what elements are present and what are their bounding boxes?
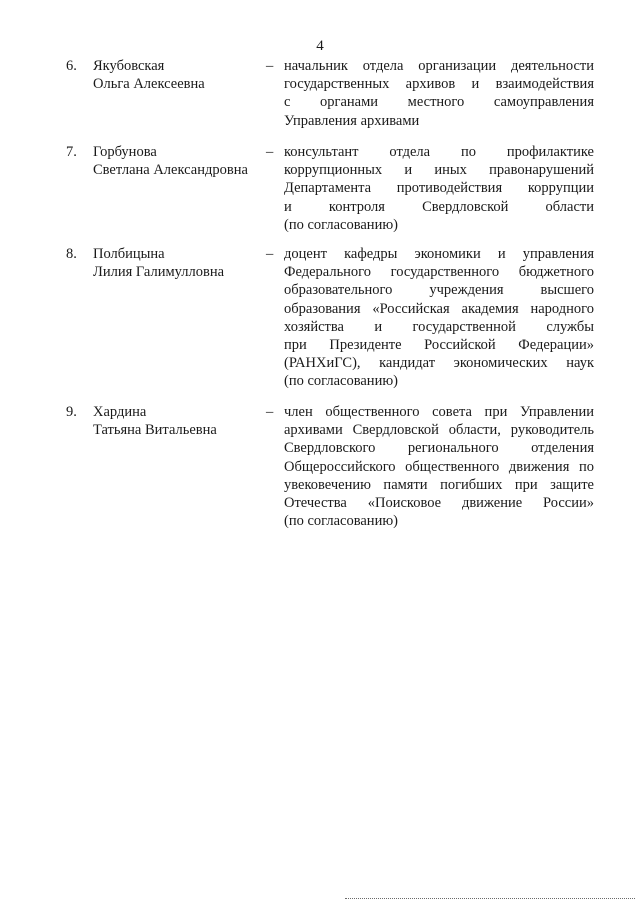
- position-line: Федерального государственного бюджетного: [284, 264, 594, 281]
- page-number: 4: [316, 38, 324, 54]
- entry-number: 7.: [66, 144, 77, 160]
- position-line: Свердловского регионального отделения: [284, 440, 594, 457]
- position-line: при Президенте Российской Федерации»: [284, 337, 594, 354]
- position-line: государственных архивов и взаимодействия: [284, 76, 594, 93]
- member-surname: Хардина: [93, 404, 147, 420]
- entry-dash: –: [266, 404, 274, 420]
- footer-divider: [345, 898, 635, 899]
- position-line: Департамента противодействия коррупции: [284, 180, 594, 197]
- position-line: образовательного учреждения высшего: [284, 282, 594, 299]
- member-surname: Полбицына: [93, 246, 165, 262]
- position-line: образования «Российская академия народного: [284, 300, 594, 317]
- member-given-names: Лилия Галимулловна: [93, 264, 225, 281]
- member-given-names: Татьяна Витальевна: [93, 422, 217, 439]
- member-position: [284, 403, 594, 530]
- position-line: (по согласованию): [284, 513, 398, 530]
- position-line: коррупционных и иных правонарушений: [284, 162, 594, 179]
- member-given-names: Светлана Александровна: [93, 162, 248, 179]
- position-line: (по согласованию): [284, 373, 398, 390]
- position-line: и контроля Свердловской области: [284, 198, 594, 215]
- position-line: хозяйства и государственной службы: [284, 318, 594, 335]
- position-line: Общероссийского общественного движения по: [284, 458, 594, 475]
- position-line: архивами Свердловской области, руководитель: [284, 422, 594, 439]
- member-position: [284, 143, 594, 234]
- member-given-names: Ольга Алексеевна: [93, 76, 205, 93]
- member-surname: Горбунова: [93, 144, 157, 160]
- position-line: (по согласованию): [284, 216, 398, 233]
- position-line: член общественного совета при Управлении: [284, 404, 594, 420]
- position-line: доцент кафедры экономики и управления: [284, 246, 594, 262]
- position-line: (РАНХиГС), кандидат экономических наук: [284, 355, 594, 372]
- position-line: консультант отдела по профилактике: [284, 144, 594, 160]
- entry-dash: –: [266, 58, 274, 74]
- position-line: Отечества «Поисковое движение России»: [284, 495, 594, 512]
- member-name: [93, 57, 258, 93]
- position-line: с органами местного самоуправления: [284, 94, 594, 111]
- position-line: увековечению памяти погибших при защите: [284, 476, 594, 493]
- member-position: [284, 57, 594, 130]
- position-line: Управления архивами: [284, 112, 420, 129]
- member-surname: Якубовская: [93, 58, 165, 74]
- member-position: [284, 245, 594, 391]
- member-name: [93, 143, 258, 179]
- entry-number: 6.: [66, 58, 77, 74]
- entry-dash: –: [266, 144, 274, 160]
- entry-number: 9.: [66, 404, 77, 420]
- member-name: [93, 245, 258, 281]
- position-line: начальник отдела организации деятельности: [284, 58, 594, 74]
- entry-number: 8.: [66, 246, 77, 262]
- entry-dash: –: [266, 246, 274, 262]
- member-name: [93, 403, 258, 439]
